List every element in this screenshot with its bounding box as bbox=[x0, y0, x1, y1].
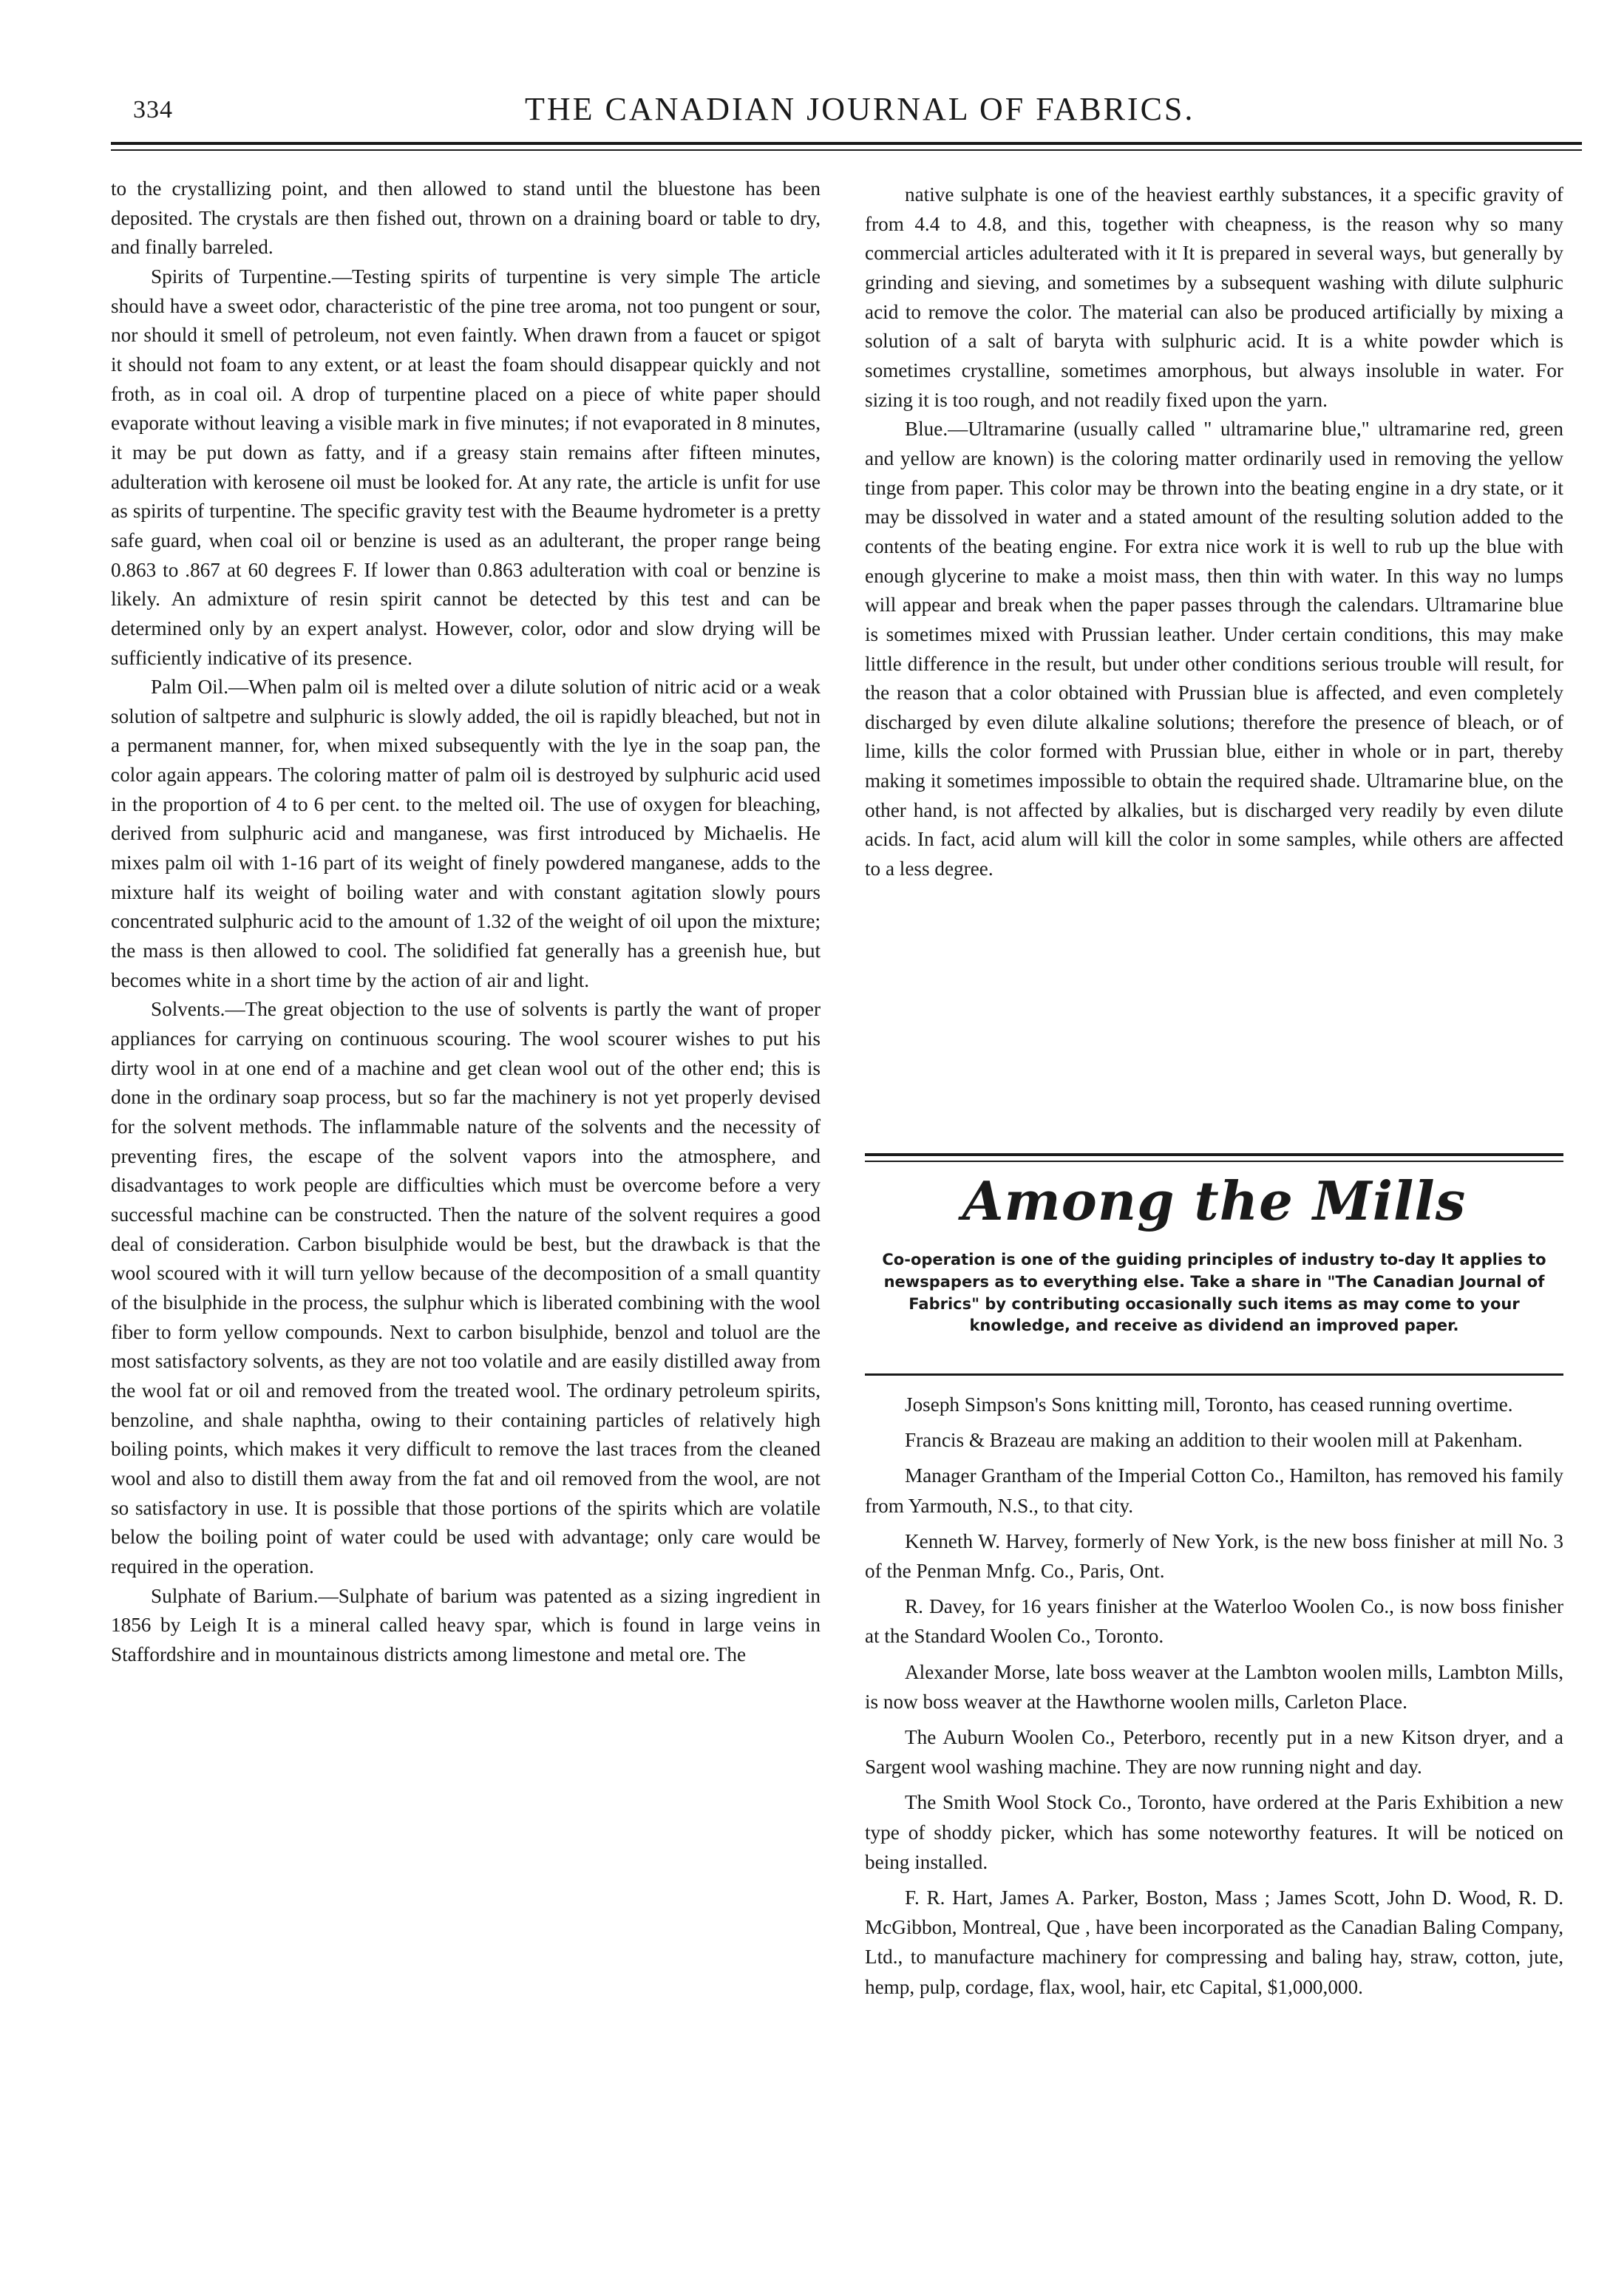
right-column bbox=[865, 180, 1563, 884]
article-paragraph: Solvents.—The great objection to the use of solvents is partly the want of proper appliances for carrying on continuous scouring. The wool scourer wishes to put his dirty wool in at one end of a machine and get clean wool out of the other end; this is done in the ordinary soap process, but so far the machinery is not yet properly devised for the solvent methods. The inflammable nature of the solvents and the necessity of preventing fires, the escape of the solvent vapors into the atmosphere, and disadvantages to work people are difficulties which must be overcome before a very successful machine can be constructed. Then the nature of the solvent requires a good deal of consideration. Carbon bisulphide would be best, but the drawback is that the wool scoured with it will turn yellow because of the decomposition of a small quantity of the bisulphide in the process, the sulphur which is liberated combining with the wool fiber to form yellow compounds. Next to carbon bisulphide, benzol and toluol are the most satisfactory solvents, as they are not too volatile and are easily distilled away from the wool fat or oil and removed from the treated wool. The ordinary petroleum spirits, benzoline, and shale naphtha, owing to their containing particles of relatively high boiling points, which makes it very difficult to remove the last traces from the cleaned wool and also to distill them away from the fat and oil removed from the wool, are not so satisfactory in use. It is possible that those portions of the spirits which are volatile below the boiling point of water could be used with advantage; only care would be required in the operation. bbox=[111, 998, 821, 1577]
list-item: Alexander Morse, late boss weaver at the Lambton woolen mills, Lambton Mills, is now boss weaver at the Hawthorne woolen mills, Carleton Place. bbox=[865, 1660, 1563, 1713]
list-item: Joseph Simpson's Sons knitting mill, Toronto, has ceased running overtime. bbox=[905, 1393, 1513, 1416]
left-column bbox=[111, 174, 821, 1669]
page-header bbox=[111, 90, 1582, 135]
article-paragraph: Sulphate of Barium.—Sulphate of barium was patented as a sizing ingredient in 1856 by Leigh It is a mineral called heavy spar, which is found in large veins in Staffordshire and in mountainous districts among limestone and metal ore. The bbox=[111, 1584, 821, 1665]
list-item: Francis & Brazeau are making an addition to their woolen mill at Pakenham. bbox=[905, 1429, 1523, 1452]
list-item: The Auburn Woolen Co., Peterboro, recently put in a new Kitson dryer, and a Sargent wool washing machine. They are now running night and day. bbox=[865, 1726, 1563, 1779]
page-number: 334 bbox=[133, 96, 173, 123]
list-item: Kenneth W. Harvey, formerly of New York, is the new boss finisher at mill No. 3 of the Penman Mnfg. Co., Paris, Ont. bbox=[865, 1529, 1563, 1583]
list-item: F. R. Hart, James A. Parker, Boston, Mass ; James Scott, John D. Wood, R. D. McGibbon, Montreal, Que , have been incorporated as the Canadian Baling Company, Ltd., to manufacture machinery for compressing and baling hay, straw, cotton, jute, hemp, pulp, cordage, flax, wool, hair, etc Capital, $1,000,000. bbox=[865, 1886, 1563, 1998]
header-rule-thin bbox=[111, 149, 1582, 151]
journal-title: THE CANADIAN JOURNAL OF FABRICS. bbox=[525, 91, 1195, 127]
list-item: Manager Grantham of the Imperial Cotton Co., Hamilton, has removed his family from Yarmouth, N.S., to that city. bbox=[865, 1464, 1563, 1517]
mills-news-list bbox=[865, 1390, 1563, 2008]
article-paragraph: Spirits of Turpentine.—Testing spirits of turpentine is very simple The article should have a sweet odor, characteristic of the pine tree aroma, not too pungent or sour, nor should it smell of petroleum, not even faintly. When drawn from a faucet or spigot it should not foam to any extent, or at least the foam should disappear quickly and not froth, as in coal oil. A drop of turpentine placed on a piece of white paper should evaporate without leaving a visible mark in five minutes; if not evaporated in 8 minutes, it may be put down as fatty, and if a greasy stain remains after fifteen minutes, adulteration with kerosene oil must be looked for. At any rate, the article is unfit for use as spirits of turpentine. The specific gravity test with the Beaume hydrometer is a pretty safe guard, when coal oil or benzine is used as an adulterant, the proper range being 0.863 to .867 at 60 degrees F. If lower than 0.863 adulteration with coal or benzine is likely. An admixture of resin spirit cannot be detected by this test and can be determined only by an expert analyst. However, color, odor and slow drying will be sufficiently indicative of its presence. bbox=[111, 265, 821, 669]
section-notice: Co-operation is one of the guiding principles of industry to-day It applies to newspapers as to everything else. Take a share in "The Canadian Journal of Fabrics" by contributing occasionally such items as may come to your knowledge, and receive as dividend an improved paper. bbox=[882, 1251, 1546, 1335]
article-paragraph: native sulphate is one of the heaviest earthly substances, it a specific gravity of from 4.4 to 4.8, and this, together with cheapness, is the reason why so many commercial articles adulterated with it It is prepared in several ways, but generally by grinding and sieving, and sometimes by a subsequent washing with dilute sulphuric acid to remove the color. The material can also be produced artificially by mixing a solution of a salt of baryta with sulphuric acid. It is a white powder which is sometimes crystalline, sometimes amorphous, but always insoluble in water. For sizing it is too rough, and not readily fixed upon the yarn. bbox=[865, 183, 1563, 411]
article-paragraph: Blue.—Ultramarine (usually called " ultramarine blue," ultramarine red, green and yellow are known) is the coloring matter ordinarily used in removing the yellow tinge from paper. This color may be thrown into the beating engine in a dry state, or it may be dissolved in water and a stated amount of the resulting solution added to the contents of the beating engine. For extra nice work it is well to rub up the blue with enough glycerine to make a moist mass, then thin with water. In this way no lumps will appear and break when the paper passes through the calendars. Ultramarine blue is sometimes mixed with Prussian leather. Under certain conditions, this may make little difference in the result, but under other conditions serious trouble will result, for the reason that a color obtained with Prussian blue is affected, and even completely discharged by even dilute alkaline solutions; therefore the presence of bleach, or of lime, kills the color formed with Prussian blue, either in whole or in part, thereby making it sometimes impossible to obtain the required shade. Ultramarine blue, on the other hand, is not affected by alkalies, but is discharged very readily by even dilute acids. In fact, acid alum will kill the color in some samples, while others are affected to a less degree. bbox=[865, 418, 1563, 880]
list-item: The Smith Wool Stock Co., Toronto, have ordered at the Paris Exhibition a new type of shoddy picker, which has some noteworthy features. It will be noticed on being installed. bbox=[865, 1791, 1563, 1873]
list-item: R. Davey, for 16 years finisher at the Waterloo Woolen Co., is now boss finisher at the Standard Woolen Co., Toronto. bbox=[865, 1595, 1563, 1648]
article-paragraph: to the crystallizing point, and then allowed to stand until the bluestone has been deposited. The crystals are then fished out, thrown on a draining board or table to dry, and finally barreled. bbox=[111, 177, 821, 259]
among-the-mills-header bbox=[865, 1155, 1563, 1365]
section-rule-bottom bbox=[865, 1373, 1563, 1376]
section-heading: Among the Mills bbox=[962, 1169, 1467, 1232]
article-paragraph: Palm Oil.—When palm oil is melted over a dilute solution of nitric acid or a weak solution of saltpetre and sulphuric is slowly added, the oil is rapidly bleached, but not in a permanent manner, for, when mixed subsequently with the lye in the soap pan, the color again appears. The coloring matter of palm oil is destroyed by sulphuric acid used in the proportion of 4 to 6 per cent. to the melted oil. The use of oxygen for bleaching, derived from sulphuric acid and manganese, was first introduced by Michaelis. He mixes palm oil with 1-16 part of its weight of finely powdered manganese, adds to the mixture half its weight of boiling water and with constant agitation slowly pours concentrated sulphuric acid to the amount of 1.32 of the weight of oil upon the mixture; the mass is then allowed to cool. The solidified fat generally has a greenish hue, but becomes white in a short time by the action of air and light. bbox=[111, 676, 821, 991]
header-rule-thick bbox=[111, 142, 1582, 145]
